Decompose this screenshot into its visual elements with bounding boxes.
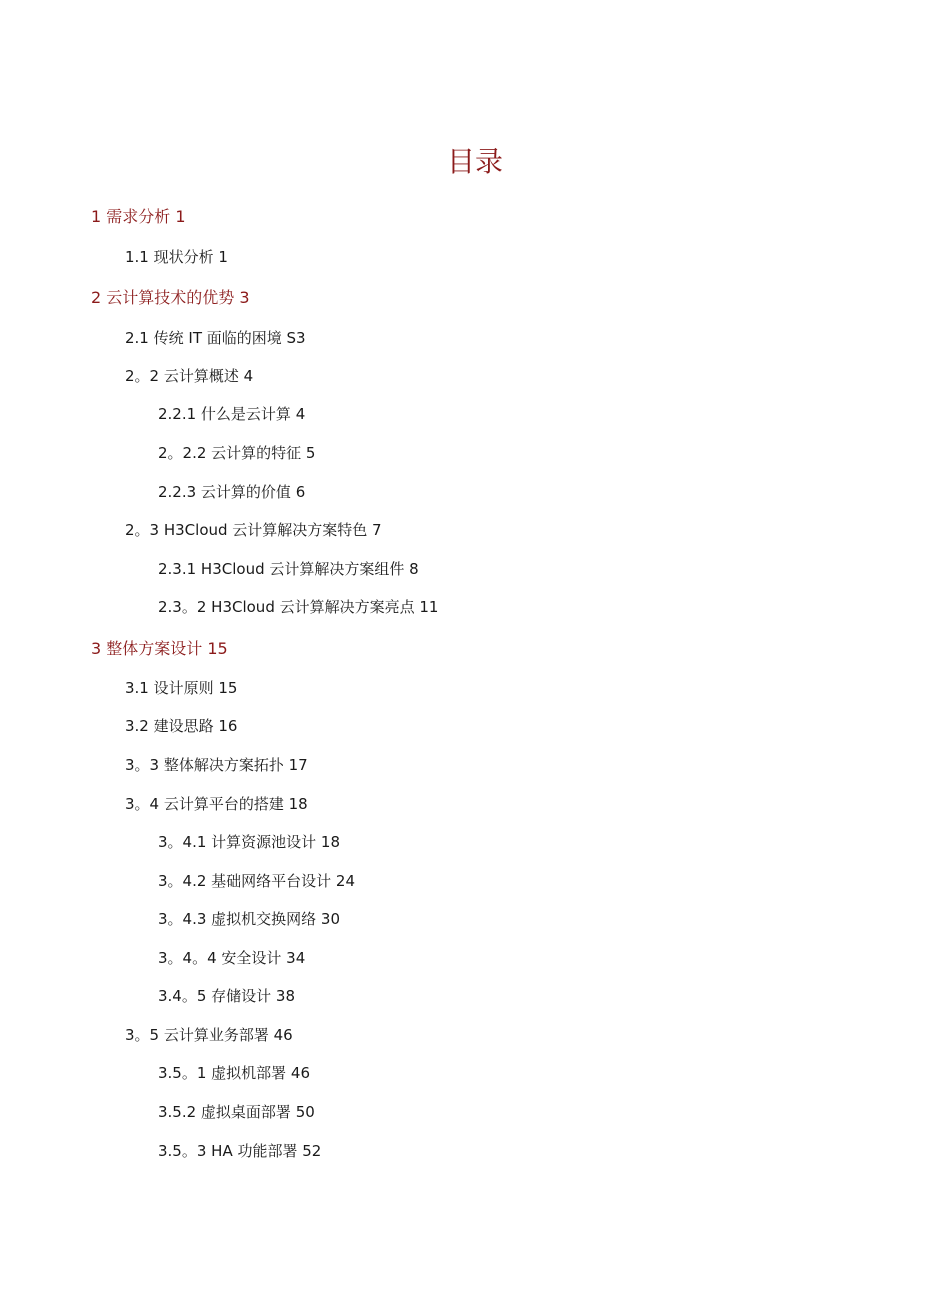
toc-entry-3-5-3[interactable]: 3.5。3 HA 功能部署 52 bbox=[158, 1142, 322, 1160]
toc-entry-2-2-1[interactable]: 2.2.1 什么是云计算 4 bbox=[158, 405, 306, 423]
toc-entry-3-5-2[interactable]: 3.5.2 虚拟桌面部署 50 bbox=[158, 1103, 315, 1121]
toc-entry-chapter-2[interactable]: 2 云计算技术的优势 3 bbox=[91, 288, 250, 307]
toc-entry-3-4-1[interactable]: 3。4.1 计算资源池设计 18 bbox=[158, 833, 341, 851]
toc-entry-2-2-3[interactable]: 2.2.3 云计算的价值 6 bbox=[158, 483, 306, 501]
toc-entry-3-4-5[interactable]: 3.4。5 存储设计 38 bbox=[158, 987, 296, 1005]
toc-entry-2-3-2[interactable]: 2.3。2 H3Cloud 云计算解决方案亮点 11 bbox=[158, 598, 439, 616]
toc-entry-3-4-3[interactable]: 3。4.3 虚拟机交换网络 30 bbox=[158, 910, 341, 928]
toc-entry-3-4-2[interactable]: 3。4.2 基础网络平台设计 24 bbox=[158, 872, 356, 890]
toc-entry-chapter-3[interactable]: 3 整体方案设计 15 bbox=[91, 639, 228, 658]
toc-entry-3-3[interactable]: 3。3 整体解决方案拓扑 17 bbox=[125, 756, 308, 774]
toc-entry-3-2[interactable]: 3.2 建设思路 16 bbox=[125, 717, 238, 735]
toc-entry-2-2-2[interactable]: 2。2.2 云计算的特征 5 bbox=[158, 444, 316, 462]
toc-entry-3-1[interactable]: 3.1 设计原则 15 bbox=[125, 679, 238, 697]
toc-entry-3-5[interactable]: 3。5 云计算业务部署 46 bbox=[125, 1026, 293, 1044]
toc-entry-3-5-1[interactable]: 3.5。1 虚拟机部署 46 bbox=[158, 1064, 311, 1082]
toc-entry-3-4[interactable]: 3。4 云计算平台的搭建 18 bbox=[125, 795, 308, 813]
toc-entry-3-4-4[interactable]: 3。4。4 安全设计 34 bbox=[158, 949, 306, 967]
toc-title: 目录 bbox=[446, 145, 503, 178]
toc-entry-1-1[interactable]: 1.1 现状分析 1 bbox=[125, 248, 228, 266]
toc-entry-2-3[interactable]: 2。3 H3Cloud 云计算解决方案特色 7 bbox=[125, 521, 382, 539]
toc-entry-chapter-1[interactable]: 1 需求分析 1 bbox=[91, 207, 186, 226]
toc-entry-2-3-1[interactable]: 2.3.1 H3Cloud 云计算解决方案组件 8 bbox=[158, 560, 419, 578]
toc-entry-2-1[interactable]: 2.1 传统 IT 面临的困境 S3 bbox=[125, 329, 306, 347]
toc-entry-2-2[interactable]: 2。2 云计算概述 4 bbox=[125, 367, 254, 385]
